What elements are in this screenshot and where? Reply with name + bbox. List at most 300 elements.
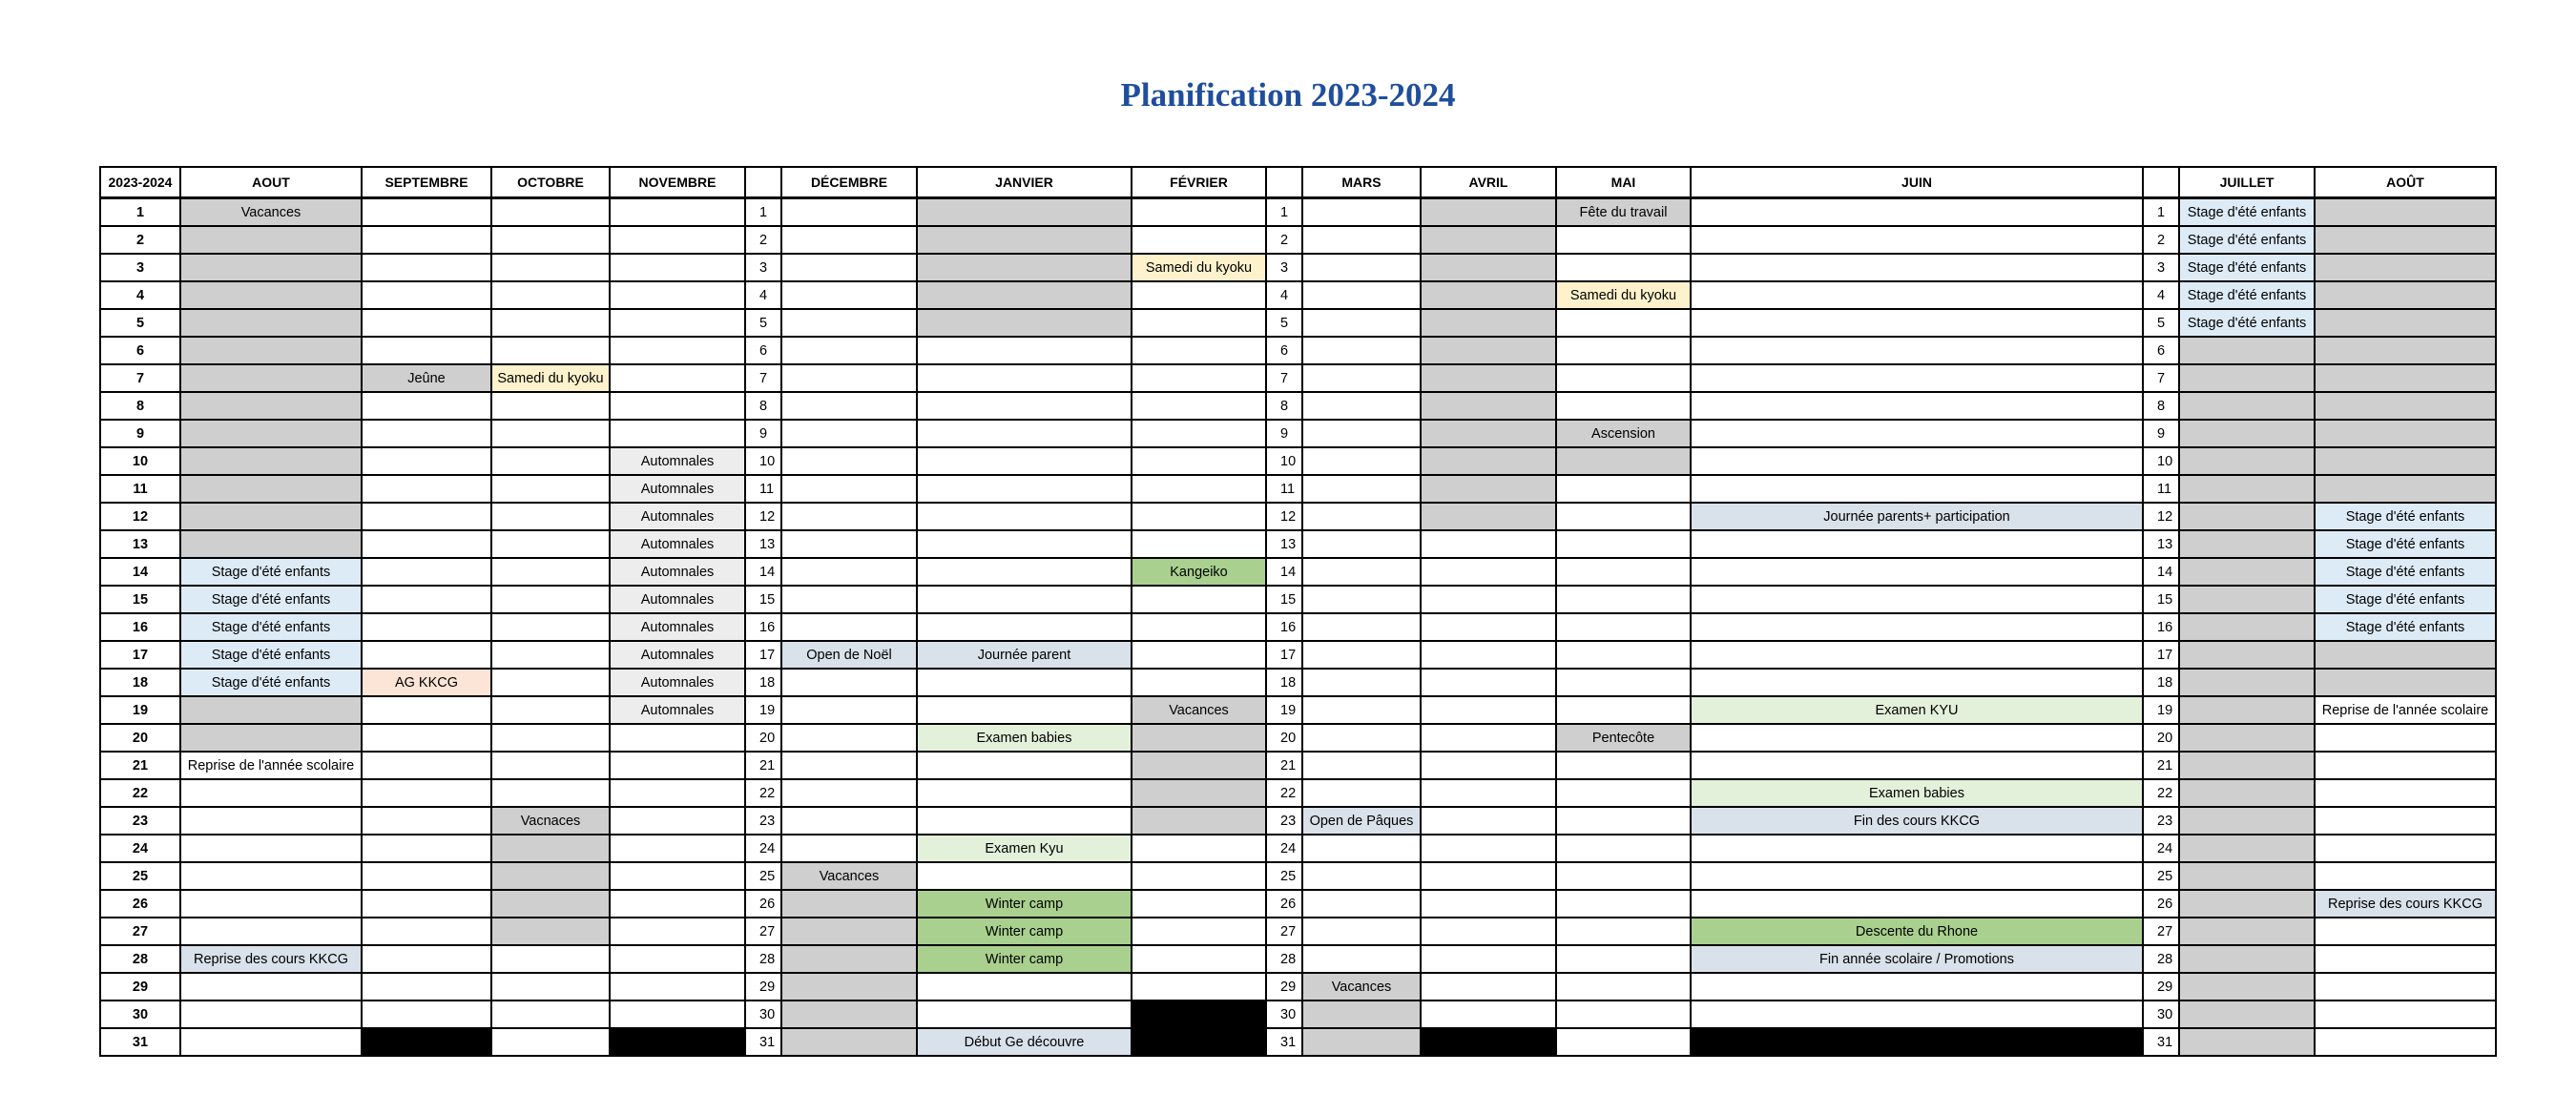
event-cell: Samedi du kyoku: [1556, 281, 1691, 309]
event-cell: [1421, 779, 1556, 807]
event-cell: Vacances: [180, 198, 362, 227]
event-cell: [2179, 890, 2315, 918]
table-row: [100, 862, 2496, 890]
event-cell: [610, 198, 745, 227]
event-cell: [1691, 973, 2143, 1001]
event-cell: [1132, 226, 1266, 254]
event-cell: [362, 696, 491, 724]
event-cell: [1132, 420, 1266, 447]
event-cell: [2179, 503, 2315, 530]
event-cell: [781, 1001, 917, 1028]
event-cell: [917, 337, 1132, 364]
event-cell: [491, 586, 610, 613]
day-label: 12: [100, 503, 180, 530]
event-cell: [1302, 835, 1421, 862]
event-cell: [1302, 1001, 1421, 1028]
event-cell: [1132, 586, 1266, 613]
event-cell: [781, 669, 917, 696]
event-cell: [362, 337, 491, 364]
event-cell: [1556, 807, 1691, 835]
event-cell: [1132, 1001, 1266, 1028]
event-cell: Stage d'été enfants: [2179, 226, 2315, 254]
event-cell: [1302, 586, 1421, 613]
event-cell: [1421, 807, 1556, 835]
day-number-cell: 25: [745, 862, 781, 890]
day-label: 16: [100, 613, 180, 641]
day-number-cell: 28: [1266, 945, 1302, 973]
day-number-cell: 28: [745, 945, 781, 973]
day-label: 11: [100, 475, 180, 503]
table-row: [100, 669, 2496, 696]
day-number-cell: 21: [745, 752, 781, 779]
event-cell: [781, 696, 917, 724]
event-cell: [362, 807, 491, 835]
event-cell: Stage d'été enfants: [180, 586, 362, 613]
event-cell: [491, 945, 610, 973]
event-cell: [917, 309, 1132, 337]
event-cell: [1132, 641, 1266, 669]
event-cell: [491, 890, 610, 918]
day-number-cell: 5: [745, 309, 781, 337]
day-number-cell: 29: [1266, 973, 1302, 1001]
event-cell: Stage d'été enfants: [180, 558, 362, 586]
event-cell: [2179, 973, 2315, 1001]
event-cell: [1421, 1028, 1556, 1056]
event-cell: [781, 1028, 917, 1056]
event-cell: [491, 862, 610, 890]
day-label: 4: [100, 281, 180, 309]
event-cell: [1556, 530, 1691, 558]
day-number-cell: 14: [1266, 558, 1302, 586]
event-cell: [1132, 309, 1266, 337]
event-cell: Stage d'été enfants: [2315, 503, 2496, 530]
day-number-cell: 18: [2143, 669, 2179, 696]
day-number-cell: 17: [1266, 641, 1302, 669]
event-cell: [917, 669, 1132, 696]
event-cell: [781, 918, 917, 945]
event-cell: [1132, 862, 1266, 890]
event-cell: [180, 835, 362, 862]
table-row: [100, 641, 2496, 669]
event-cell: [180, 918, 362, 945]
day-number-cell: 10: [745, 447, 781, 475]
event-cell: Reprise de l'année scolaire: [180, 752, 362, 779]
event-cell: Stage d'été enfants: [2315, 613, 2496, 641]
day-number-cell: 21: [2143, 752, 2179, 779]
event-cell: [1302, 724, 1421, 752]
event-cell: [491, 696, 610, 724]
event-cell: [2179, 1001, 2315, 1028]
event-cell: [362, 918, 491, 945]
event-cell: [491, 392, 610, 420]
table-row: [100, 918, 2496, 945]
event-cell: [2315, 226, 2496, 254]
day-label: 9: [100, 420, 180, 447]
day-number-cell: 19: [1266, 696, 1302, 724]
day-label: 6: [100, 337, 180, 364]
event-cell: [180, 696, 362, 724]
event-cell: [1421, 558, 1556, 586]
event-cell: [781, 254, 917, 281]
event-cell: [1132, 613, 1266, 641]
day-number-cell: 15: [745, 586, 781, 613]
column-header: [745, 167, 781, 198]
event-cell: [1302, 309, 1421, 337]
day-number-cell: 11: [745, 475, 781, 503]
event-cell: [610, 973, 745, 1001]
event-cell: [2179, 918, 2315, 945]
event-cell: [1132, 198, 1266, 227]
table-row: [100, 198, 2496, 227]
day-number-cell: 28: [2143, 945, 2179, 973]
event-cell: [1421, 447, 1556, 475]
event-cell: [180, 973, 362, 1001]
event-cell: [362, 309, 491, 337]
event-cell: [1691, 281, 2143, 309]
event-cell: [1691, 641, 2143, 669]
day-number-cell: 6: [2143, 337, 2179, 364]
event-cell: [362, 530, 491, 558]
event-cell: [781, 475, 917, 503]
event-cell: [1421, 364, 1556, 392]
table-row: [100, 337, 2496, 364]
event-cell: [491, 752, 610, 779]
event-cell: [610, 364, 745, 392]
event-cell: [362, 254, 491, 281]
event-cell: [1556, 337, 1691, 364]
event-cell: [2179, 752, 2315, 779]
day-label: 27: [100, 918, 180, 945]
event-cell: [781, 807, 917, 835]
event-cell: [1556, 1028, 1691, 1056]
event-cell: [491, 558, 610, 586]
event-cell: [610, 862, 745, 890]
event-cell: [781, 586, 917, 613]
event-cell: [610, 752, 745, 779]
event-cell: [781, 364, 917, 392]
event-cell: [1302, 862, 1421, 890]
event-cell: [610, 1001, 745, 1028]
event-cell: [1691, 364, 2143, 392]
event-cell: [2315, 309, 2496, 337]
event-cell: [2179, 862, 2315, 890]
event-cell: [2315, 752, 2496, 779]
column-header: SEPTEMBRE: [362, 167, 491, 198]
event-cell: [1556, 835, 1691, 862]
event-cell: [917, 807, 1132, 835]
event-cell: [1302, 503, 1421, 530]
event-cell: [1556, 945, 1691, 973]
day-label: 8: [100, 392, 180, 420]
day-number-cell: 9: [745, 420, 781, 447]
event-cell: [180, 254, 362, 281]
day-number-cell: 20: [1266, 724, 1302, 752]
event-cell: Samedi du kyoku: [1132, 254, 1266, 281]
event-cell: [491, 1028, 610, 1056]
day-number-cell: 7: [745, 364, 781, 392]
column-header: AOÛT: [2315, 167, 2496, 198]
day-number-cell: 12: [2143, 503, 2179, 530]
event-cell: [362, 558, 491, 586]
event-cell: [491, 613, 610, 641]
column-header: AOUT: [180, 167, 362, 198]
event-cell: [1421, 281, 1556, 309]
day-number-cell: 22: [745, 779, 781, 807]
event-cell: [917, 862, 1132, 890]
event-cell: [2315, 862, 2496, 890]
event-cell: [1556, 613, 1691, 641]
event-cell: [1691, 309, 2143, 337]
day-number-cell: 7: [1266, 364, 1302, 392]
event-cell: Winter camp: [917, 918, 1132, 945]
event-cell: [1556, 973, 1691, 1001]
table-row: [100, 447, 2496, 475]
day-number-cell: 19: [2143, 696, 2179, 724]
day-number-cell: 20: [745, 724, 781, 752]
event-cell: Fin année scolaire / Promotions: [1691, 945, 2143, 973]
event-cell: [1421, 586, 1556, 613]
table-row: [100, 281, 2496, 309]
day-number-cell: 10: [2143, 447, 2179, 475]
event-cell: [2179, 558, 2315, 586]
event-cell: [1132, 807, 1266, 835]
event-cell: [781, 835, 917, 862]
event-cell: [2315, 724, 2496, 752]
table-row: [100, 475, 2496, 503]
day-number-cell: 1: [745, 198, 781, 227]
event-cell: [2179, 586, 2315, 613]
event-cell: [917, 392, 1132, 420]
event-cell: [2315, 641, 2496, 669]
event-cell: [1556, 364, 1691, 392]
day-number-cell: 4: [745, 281, 781, 309]
day-number-cell: 24: [2143, 835, 2179, 862]
event-cell: [1556, 862, 1691, 890]
event-cell: [2179, 613, 2315, 641]
event-cell: [917, 198, 1132, 227]
event-cell: [781, 752, 917, 779]
event-cell: [1302, 669, 1421, 696]
event-cell: Automnales: [610, 586, 745, 613]
event-cell: Stage d'été enfants: [180, 669, 362, 696]
event-cell: [1132, 281, 1266, 309]
event-cell: [781, 724, 917, 752]
event-cell: [1691, 530, 2143, 558]
event-cell: [917, 254, 1132, 281]
event-cell: [180, 337, 362, 364]
table-row: [100, 696, 2496, 724]
event-cell: [1132, 918, 1266, 945]
event-cell: Stage d'été enfants: [2179, 281, 2315, 309]
day-label: 23: [100, 807, 180, 835]
event-cell: [1691, 558, 2143, 586]
event-cell: [2315, 337, 2496, 364]
event-cell: Stage d'été enfants: [180, 641, 362, 669]
day-number-cell: 9: [2143, 420, 2179, 447]
day-number-cell: 30: [1266, 1001, 1302, 1028]
event-cell: [362, 862, 491, 890]
event-cell: [2315, 364, 2496, 392]
day-number-cell: 29: [2143, 973, 2179, 1001]
event-cell: [1421, 1001, 1556, 1028]
event-cell: [362, 724, 491, 752]
event-cell: [1421, 696, 1556, 724]
day-number-cell: 12: [745, 503, 781, 530]
day-label: 30: [100, 1001, 180, 1028]
day-label: 31: [100, 1028, 180, 1056]
event-cell: [180, 1028, 362, 1056]
event-cell: [1691, 392, 2143, 420]
day-label: 20: [100, 724, 180, 752]
event-cell: [1421, 752, 1556, 779]
event-cell: [2315, 973, 2496, 1001]
event-cell: [362, 586, 491, 613]
event-cell: [1421, 226, 1556, 254]
column-header: [2143, 167, 2179, 198]
event-cell: [1691, 586, 2143, 613]
event-cell: [1691, 1001, 2143, 1028]
event-cell: [180, 1001, 362, 1028]
header-row: [100, 167, 2496, 198]
event-cell: [2179, 641, 2315, 669]
event-cell: [781, 530, 917, 558]
event-cell: [1302, 364, 1421, 392]
event-cell: Reprise de l'année scolaire: [2315, 696, 2496, 724]
event-cell: [2179, 337, 2315, 364]
column-header: DÉCEMBRE: [781, 167, 917, 198]
event-cell: [491, 226, 610, 254]
day-number-cell: 13: [1266, 530, 1302, 558]
event-cell: [781, 309, 917, 337]
event-cell: Pentecôte: [1556, 724, 1691, 752]
event-cell: [491, 420, 610, 447]
table-row: [100, 779, 2496, 807]
event-cell: [917, 696, 1132, 724]
event-cell: Winter camp: [917, 890, 1132, 918]
event-cell: [1132, 724, 1266, 752]
table-row: [100, 890, 2496, 918]
event-cell: [1302, 945, 1421, 973]
event-cell: [2179, 669, 2315, 696]
event-cell: [491, 309, 610, 337]
event-cell: [1302, 752, 1421, 779]
event-cell: [180, 392, 362, 420]
event-cell: Examen KYU: [1691, 696, 2143, 724]
day-number-cell: 3: [1266, 254, 1302, 281]
event-cell: [2179, 364, 2315, 392]
event-cell: [2179, 420, 2315, 447]
event-cell: [917, 779, 1132, 807]
event-cell: [917, 586, 1132, 613]
table-row: [100, 613, 2496, 641]
event-cell: [2315, 420, 2496, 447]
event-cell: [1421, 309, 1556, 337]
event-cell: [1132, 669, 1266, 696]
day-number-cell: 24: [1266, 835, 1302, 862]
event-cell: Descente du Rhone: [1691, 918, 2143, 945]
table-row: [100, 752, 2496, 779]
event-cell: Début Ge découvre: [917, 1028, 1132, 1056]
event-cell: [1132, 1028, 1266, 1056]
event-cell: [362, 779, 491, 807]
event-cell: [1691, 862, 2143, 890]
day-number-cell: 8: [1266, 392, 1302, 420]
day-number-cell: 13: [745, 530, 781, 558]
day-number-cell: 19: [745, 696, 781, 724]
table-row: [100, 973, 2496, 1001]
event-cell: [1691, 198, 2143, 227]
event-cell: [491, 918, 610, 945]
day-number-cell: 23: [745, 807, 781, 835]
event-cell: [2179, 779, 2315, 807]
event-cell: Automnales: [610, 641, 745, 669]
event-cell: [491, 1001, 610, 1028]
event-cell: Fin des cours KKCG: [1691, 807, 2143, 835]
day-label: 2: [100, 226, 180, 254]
event-cell: [1691, 447, 2143, 475]
event-cell: [610, 392, 745, 420]
event-cell: [1302, 558, 1421, 586]
event-cell: [180, 281, 362, 309]
day-number-cell: 14: [745, 558, 781, 586]
event-cell: Reprise des cours KKCG: [2315, 890, 2496, 918]
event-cell: [1556, 669, 1691, 696]
event-cell: [610, 779, 745, 807]
event-cell: [1132, 392, 1266, 420]
event-cell: [917, 281, 1132, 309]
event-cell: [491, 475, 610, 503]
day-number-cell: 10: [1266, 447, 1302, 475]
event-cell: [2315, 475, 2496, 503]
event-cell: [2179, 475, 2315, 503]
day-number-cell: 30: [2143, 1001, 2179, 1028]
event-cell: [180, 779, 362, 807]
event-cell: [917, 530, 1132, 558]
event-cell: Vacances: [781, 862, 917, 890]
event-cell: [1691, 613, 2143, 641]
table-row: [100, 586, 2496, 613]
event-cell: [781, 945, 917, 973]
event-cell: [610, 226, 745, 254]
event-cell: [917, 364, 1132, 392]
event-cell: [1421, 254, 1556, 281]
day-label: 18: [100, 669, 180, 696]
day-number-cell: 12: [1266, 503, 1302, 530]
event-cell: [2179, 696, 2315, 724]
event-cell: [2315, 447, 2496, 475]
event-cell: [1421, 890, 1556, 918]
table-body: [100, 198, 2496, 1057]
event-cell: Automnales: [610, 475, 745, 503]
event-cell: [1691, 752, 2143, 779]
event-cell: [1132, 503, 1266, 530]
day-number-cell: 30: [745, 1001, 781, 1028]
event-cell: [917, 613, 1132, 641]
event-cell: Journée parents+ participation: [1691, 503, 2143, 530]
day-number-cell: 5: [1266, 309, 1302, 337]
day-number-cell: 17: [2143, 641, 2179, 669]
event-cell: Stage d'été enfants: [2179, 254, 2315, 281]
event-cell: [917, 503, 1132, 530]
event-cell: Stage d'été enfants: [2315, 586, 2496, 613]
column-header: OCTOBRE: [491, 167, 610, 198]
event-cell: Reprise des cours KKCG: [180, 945, 362, 973]
event-cell: Stage d'été enfants: [2315, 558, 2496, 586]
day-number-cell: 5: [2143, 309, 2179, 337]
event-cell: [1556, 254, 1691, 281]
table-row: [100, 503, 2496, 530]
event-cell: [610, 945, 745, 973]
